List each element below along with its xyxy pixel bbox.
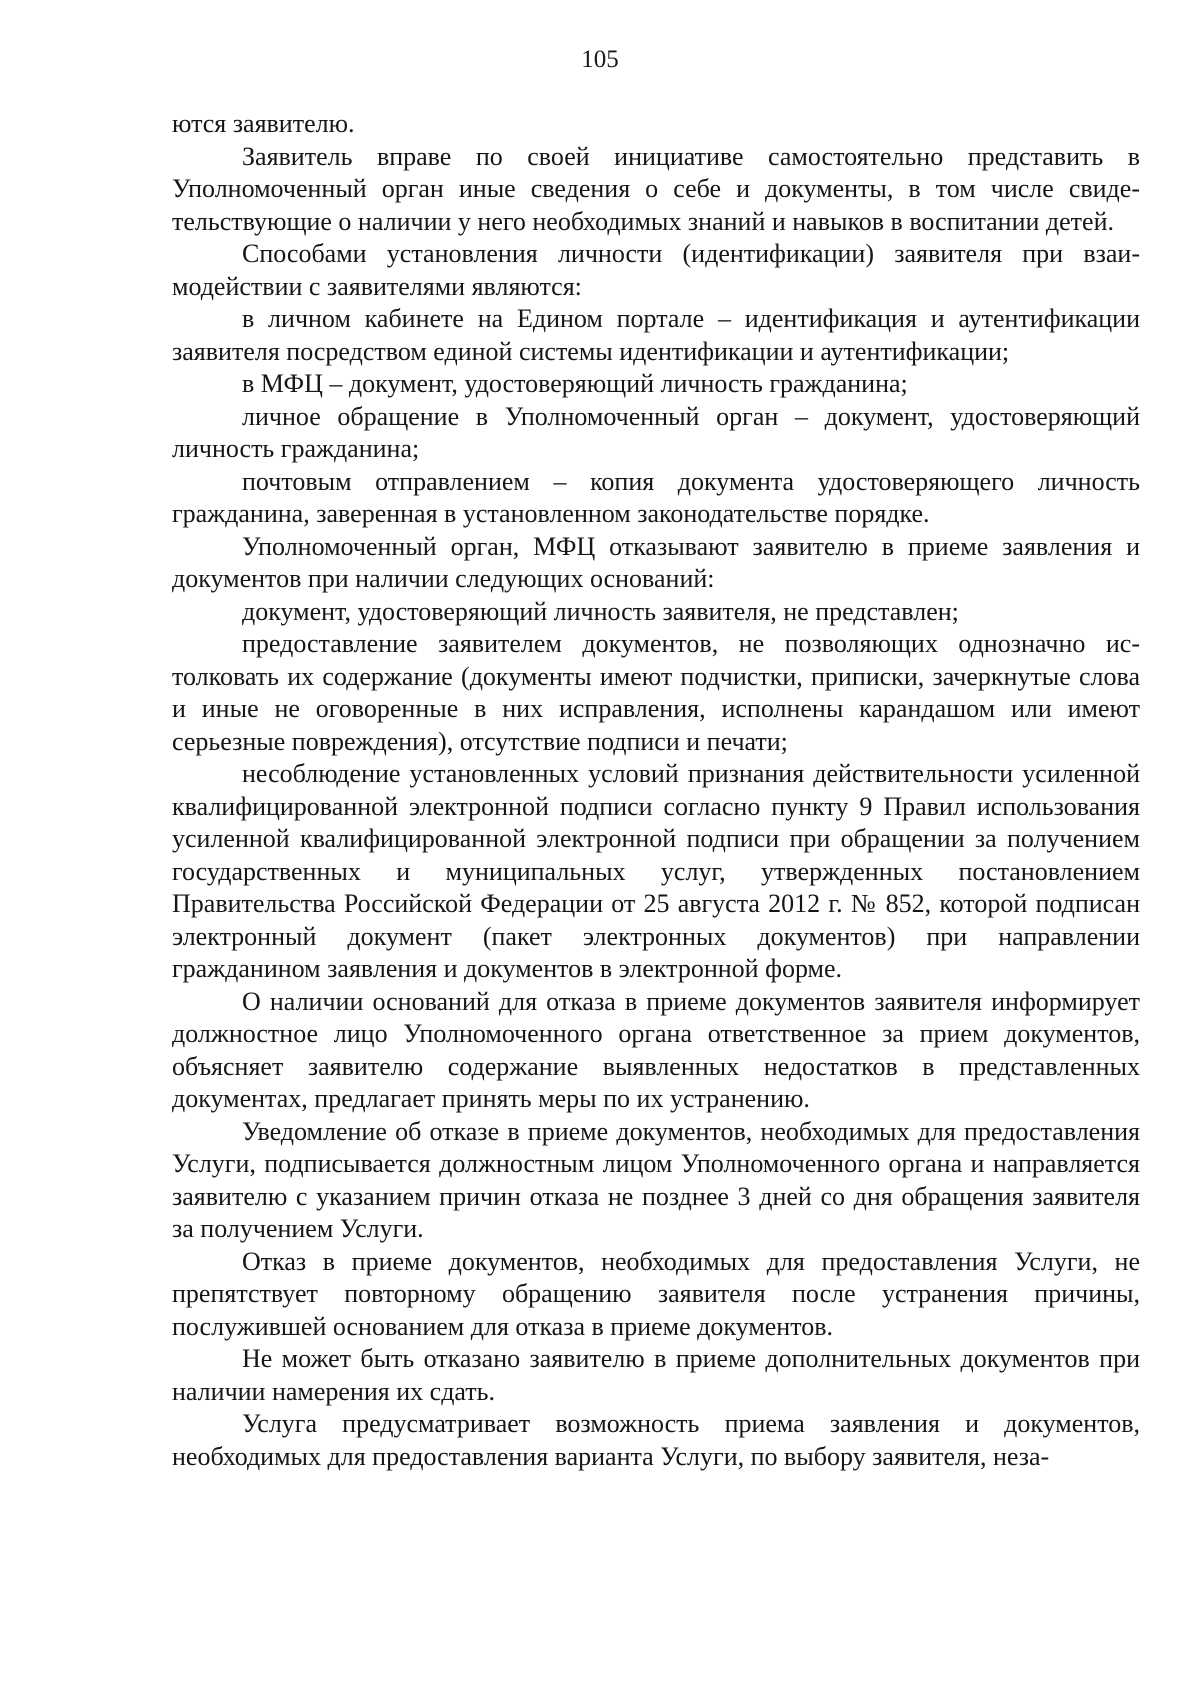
paragraph: почтовым отправлением – копия документа удостоверяющего личность гражданина, заверенная в установленном законодательстве порядке. — [172, 466, 1140, 528]
paragraph-continuation: ются заявителю. — [172, 109, 355, 138]
paragraph: предоставление заявителем документов, не позволяющих однозначно истолковать их содержание (документы имеют подчистки, приписки, зачеркнутые слова и иные не оговоренные в них исправления, исполнены карандашом или имеют серьезные повреждения), отсутствие подписи и печати; — [172, 629, 1140, 756]
page-number: 105 — [581, 46, 619, 73]
paragraph: документ, удостоверяющий личность заявителя, не представлен; — [242, 596, 959, 626]
paragraph: Уполномоченный орган, МФЦ отказывают заявителю в приеме заявления и документов при наличии следующих оснований: — [172, 531, 1140, 593]
paragraph: в личном кабинете на Едином портале – идентификация и аутентификации заявителя посредством единой системы идентификации и аутентификации; — [172, 304, 1140, 366]
paragraph: Заявитель вправе по своей инициативе самостоятельно представить в Уполномоченный орган иные сведения о себе и документы, в том числе свидетельствующие о наличии у него необходимых знаний и навыков в воспитании детей. — [172, 141, 1140, 236]
paragraph: несоблюдение установленных условий признания действительности усиленной квалифицированной электронной подписи согласно пункту 9 Правил использования усиленной квалифицированной электронной подписи при обращении за получением государственных и муниципальных услуг, утвержденных постановлением Правительства Российской Федерации от 25 августа 2012 г. № 852, которой подписан электронный документ (пакет электронных документов) при направлении гражданином заявления и документов в электронной форме. — [172, 759, 1140, 983]
paragraph: Не может быть отказано заявителю в приеме дополнительных документов при наличии намерения их сдать. — [172, 1344, 1140, 1406]
document-body — [172, 108, 1140, 1473]
paragraph: в МФЦ – документ, удостоверяющий личность гражданина; — [242, 369, 908, 398]
paragraph: Способами установления личности (идентификации) заявителя при взаимодействии с заявителями являются: — [172, 239, 1140, 301]
paragraph: Услуга предусматривает возможность приема заявления и документов, необходимых для предоставления варианта Услуги, по выбору заявителя, неза- — [172, 1409, 1140, 1471]
paragraph: Отказ в приеме документов, необходимых для предоставления Услуги, не препятствует повторному обращению заявителя после устранения причины, послужившей основанием для отказа в приеме документов. — [172, 1246, 1140, 1341]
paragraph: Уведомление об отказе в приеме документов, необходимых для предоставления Услуги, подписывается должностным лицом Уполномоченного органа и направляется заявителю с указанием причин отказа не позднее 3 дней со дня обращения заявителя за получением Услуги. — [172, 1116, 1140, 1243]
paragraph: личное обращение в Уполномоченный орган – документ, удостоверяющий личность гражданина; — [172, 401, 1140, 463]
paragraph: О наличии оснований для отказа в приеме документов заявителя информирует должностное лицо Уполномоченного органа ответственное за прием документов, объясняет заявителю содержание выявленных недостатков в представленных документах, предлагает принять меры по их устранению. — [172, 986, 1140, 1113]
